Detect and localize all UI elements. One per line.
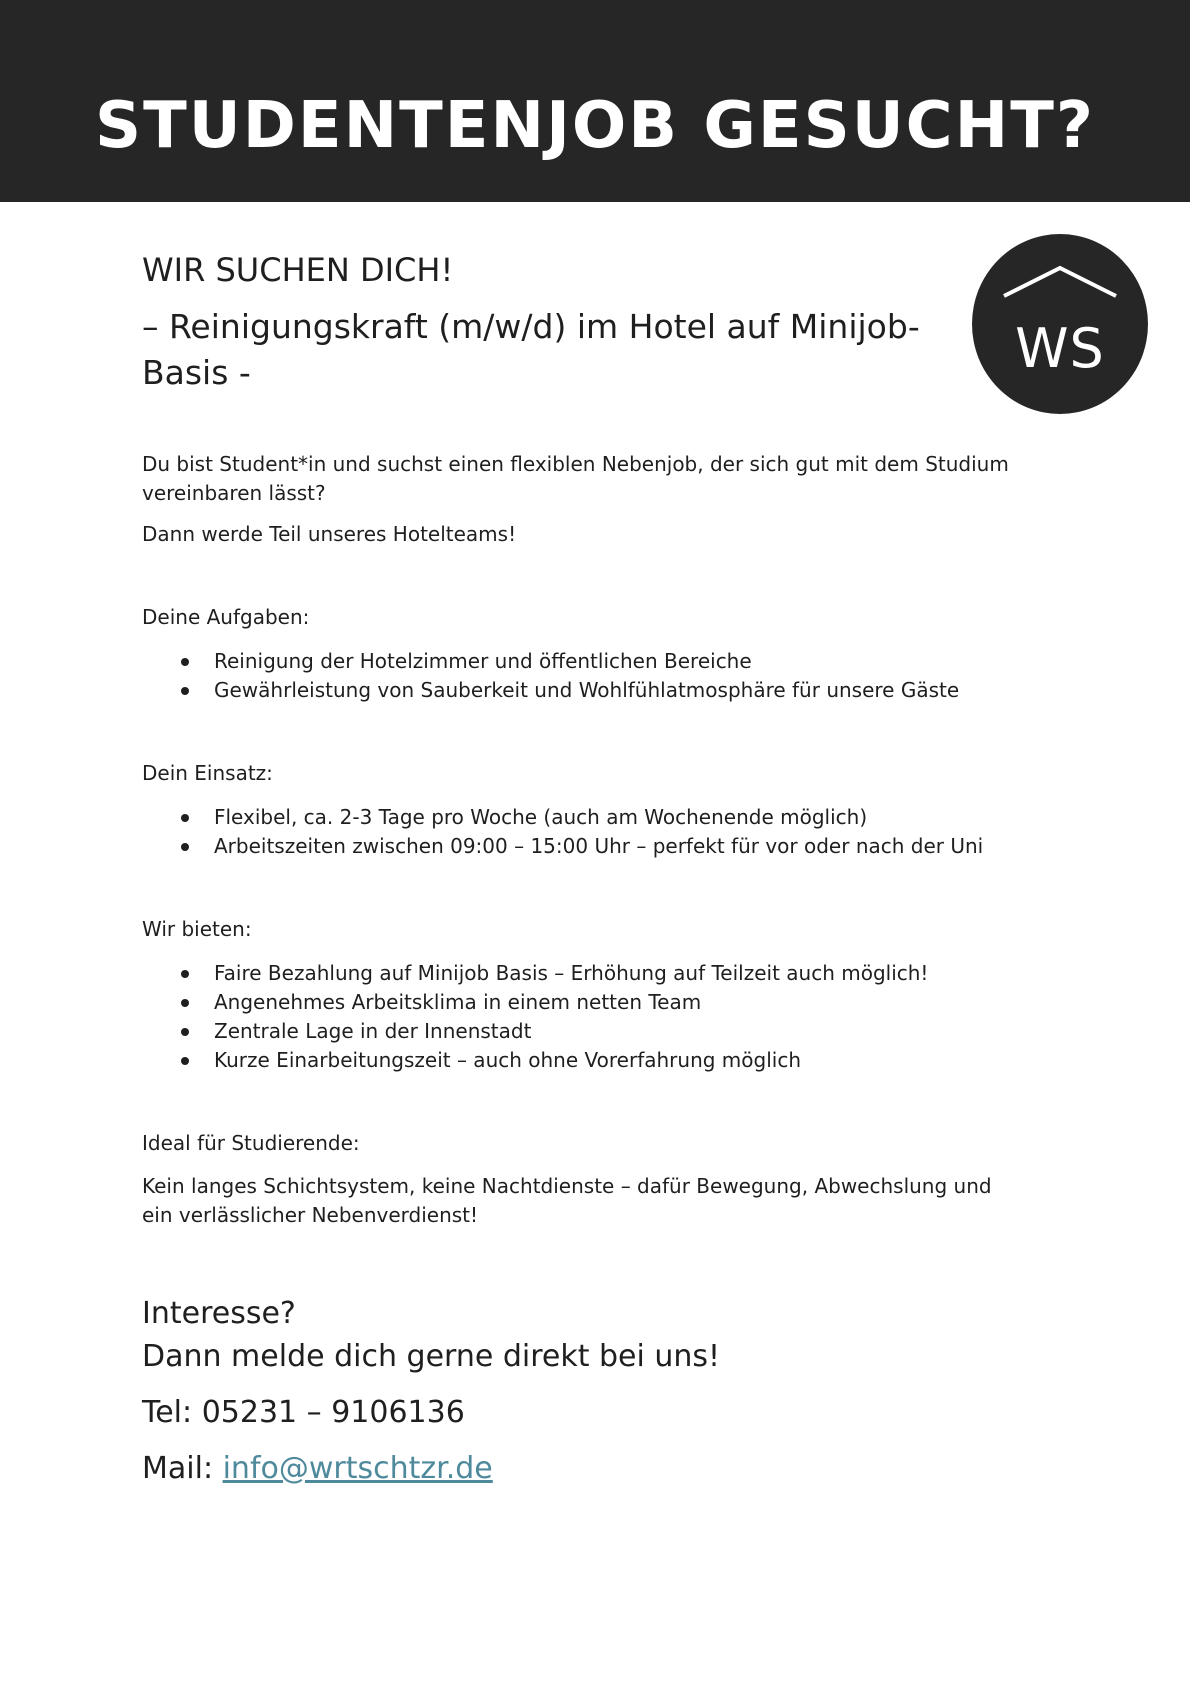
schedule-list (142, 803, 1022, 861)
offer-list (142, 959, 1022, 1075)
list-item: Gewährleistung von Sauberkeit und Wohlfühlatmosphäre für unsere Gäste (142, 676, 1022, 705)
offer-label: Wir bieten: (142, 917, 252, 941)
list-item: Flexibel, ca. 2-3 Tage pro Woche (auch am Wochenende möglich) (142, 803, 1022, 832)
tasks-section (142, 603, 1022, 705)
list-item: Zentrale Lage in der Innenstadt (142, 1017, 1022, 1046)
list-item: Reinigung der Hotelzimmer und öffentlichen Bereiche (142, 647, 1022, 676)
header-banner (0, 0, 1190, 202)
intro-call: Dann werde Teil unseres Hotelteams! (142, 522, 517, 546)
intro-question: Du bist Student*in und suchst einen flexiblen Nebenjob, der sich gut mit dem Studium vereinbaren lässt? (142, 452, 1009, 505)
phone-line (142, 1391, 1022, 1434)
cta-line-1: Interesse? (142, 1296, 296, 1331)
schedule-label: Dein Einsatz: (142, 761, 273, 785)
headline-role: – Reinigungskraft (m/w/d) im Hotel auf Minijob-Basis - (142, 307, 920, 392)
headline-claim: WIR SUCHEN DICH! (142, 251, 454, 289)
tasks-list (142, 647, 1022, 705)
ideal-section (142, 1129, 1022, 1230)
phone-label: Tel: (142, 1395, 193, 1430)
offer-section (142, 915, 1022, 1075)
list-item: Angenehmes Arbeitsklima in einem netten Team (142, 988, 1022, 1017)
phone-number: 05231 – 9106136 (201, 1395, 465, 1430)
cta-section (142, 1292, 1022, 1490)
ideal-text: Kein langes Schichtsystem, keine Nachtdienste – dafür Bewegung, Abwechslung und ein verlässlicher Nebenverdienst! (142, 1174, 992, 1227)
mail-line (142, 1447, 1022, 1490)
tasks-label: Deine Aufgaben: (142, 605, 310, 629)
list-item: Kurze Einarbeitungszeit – auch ohne Vorerfahrung möglich (142, 1046, 1022, 1075)
mail-label: Mail: (142, 1451, 214, 1486)
job-posting (142, 246, 1022, 1490)
page-title: STUDENTENJOB GESUCHT? (95, 89, 1095, 163)
ideal-label: Ideal für Studierende: (142, 1131, 360, 1155)
logo-text: WS (1015, 317, 1105, 380)
list-item: Arbeitszeiten zwischen 09:00 – 15:00 Uhr – perfekt für vor oder nach der Uni (142, 832, 1022, 861)
mail-link[interactable]: info@wrtschtzr.de (222, 1451, 493, 1486)
cta-line-2: Dann melde dich gerne direkt bei uns! (142, 1339, 721, 1374)
schedule-section (142, 759, 1022, 861)
list-item: Faire Bezahlung auf Minijob Basis – Erhöhung auf Teilzeit auch möglich! (142, 959, 1022, 988)
cta-text (142, 1292, 1022, 1378)
